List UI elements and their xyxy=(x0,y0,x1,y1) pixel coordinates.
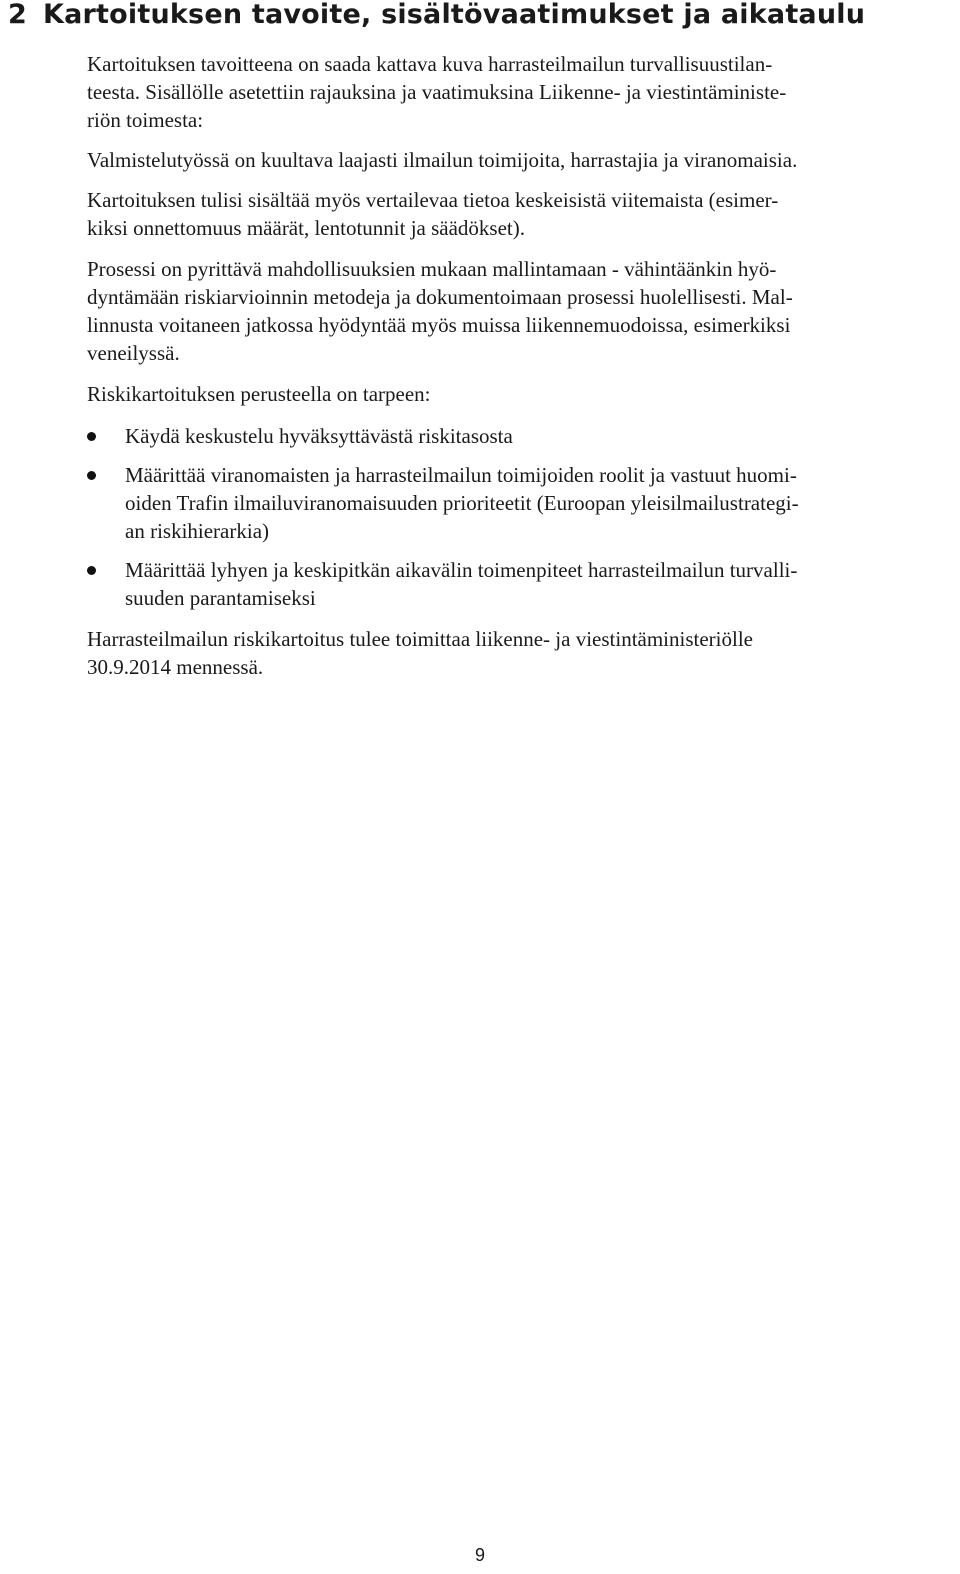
paragraph-deadline xyxy=(87,625,937,681)
text-line: kiksi onnettomuus määrät, lentotunnit ja säädökset). xyxy=(87,216,525,240)
paragraph-consultation xyxy=(87,146,937,174)
text-line: teesta. Sisällölle asetettiin rajauksina ja vaatimuksina Liikenne- ja viestintäministe- xyxy=(87,80,787,104)
text-line: veneilyssä. xyxy=(87,341,180,365)
text-line: suuden parantamiseksi xyxy=(125,586,316,610)
paragraph-comparison xyxy=(87,186,937,242)
bullet-icon xyxy=(87,566,96,575)
text-line: riön toimesta: xyxy=(87,108,204,132)
text-line: Kartoituksen tavoitteena on saada kattava kuva harrasteilmailun turvallisuustilan- xyxy=(87,52,773,76)
list-item xyxy=(87,461,937,545)
paragraph-goal xyxy=(87,50,937,134)
text-line: an riskihierarkia) xyxy=(125,519,270,543)
list-item xyxy=(87,422,937,450)
text-line: Harrasteilmailun riskikartoitus tulee toimittaa liikenne- ja viestintäministeriölle xyxy=(87,627,753,651)
bullet-icon xyxy=(87,432,96,441)
text-line: 30.9.2014 mennessä. xyxy=(87,655,264,679)
bullet-icon xyxy=(87,471,96,480)
text-line: Määrittää viranomaisten ja harrasteilmailun toimijoiden roolit ja vastuut huomi- xyxy=(125,463,797,487)
paragraph-needs-intro xyxy=(87,380,937,408)
section-title: Kartoituksen tavoite, sisältövaatimukset ja aikataulu xyxy=(43,0,866,30)
text-line: Riskikartoituksen perusteella on tarpeen: xyxy=(87,382,431,406)
text-line: Määrittää lyhyen ja keskipitkän aikavälin toimenpiteet harrasteilmailun turvalli- xyxy=(125,558,798,582)
needs-list xyxy=(87,422,937,612)
section-heading xyxy=(8,0,865,32)
page-number: 9 xyxy=(474,1545,485,1565)
list-item xyxy=(87,556,937,612)
text-line: dyntämään riskiarvioinnin metodeja ja dokumentoimaan prosessi huolellisesti. Mal- xyxy=(87,285,793,309)
text-line: Prosessi on pyrittävä mahdollisuuksien mukaan mallintamaan - vähintäänkin hyö- xyxy=(87,257,777,281)
section-number: 2 xyxy=(8,0,27,30)
text-line: Käydä keskustelu hyväksyttävästä riskitasosta xyxy=(125,424,513,448)
paragraph-process xyxy=(87,255,937,367)
document-body xyxy=(87,50,937,693)
text-line: oiden Trafin ilmailuviranomaisuuden prioriteetit (Euroopan yleisilmailustrategi- xyxy=(125,491,799,515)
text-line: Valmistelutyössä on kuultava laajasti ilmailun toimijoita, harrastajia ja viranomaisia. xyxy=(87,148,798,172)
text-line: linnusta voitaneen jatkossa hyödyntää myös muissa liikennemuodoissa, esimerkiksi xyxy=(87,313,791,337)
text-line: Kartoituksen tulisi sisältää myös vertailevaa tietoa keskeisistä viitemaista (esimer- xyxy=(87,188,779,212)
